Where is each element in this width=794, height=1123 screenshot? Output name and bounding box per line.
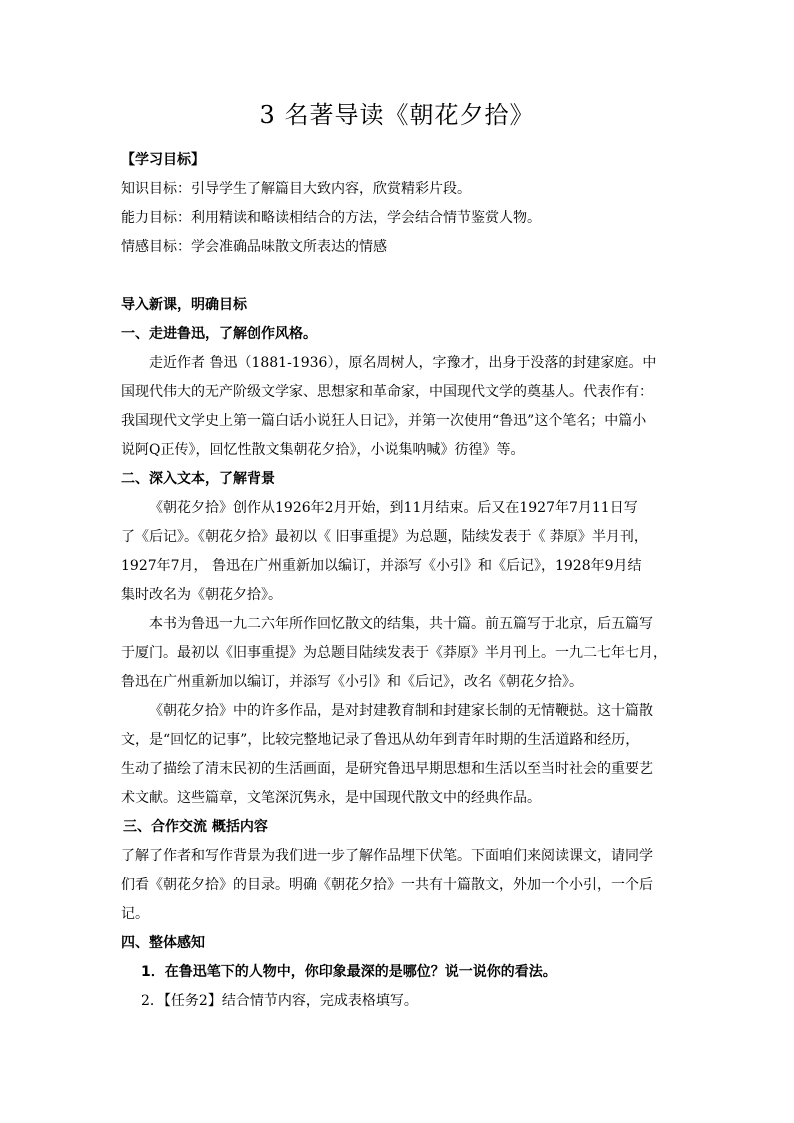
section1-line: 我国现代文学史上第一篇白话小说狂人日记》，并第一次使用“鲁迅”这个笔名；中篇小 [121, 413, 647, 429]
section1-line: 国现代伟大的无产阶级文学家、思想家和革命家，中国现代文学的奠基人。代表作有： [121, 384, 653, 400]
section2-heading: 二、深入文本，了解背景 [121, 471, 275, 487]
section3-line: 记。 [121, 906, 149, 922]
section2-para3-line: 生动了描绘了清末民初的生活画面，是研究鲁迅早期思想和生活以至当时社会的重要艺 [121, 761, 653, 777]
section2-para1-line: 1927年7月， 鲁迅在广州重新加以编订，并添写《小引》和《后记》，1928年9月结 [121, 558, 642, 574]
objectives-heading: 【学习目标】 [121, 152, 205, 168]
objective-ability: 能力目标：利用精读和略读相结合的方法，学会结合情节鉴赏人物。 [121, 210, 541, 226]
section3-line: 了解了作者和写作背景为我们进一步了解作品埋下伏笔。下面咱们来阅读课文，请同学 [121, 848, 653, 864]
section2-para1-line: 《朝花夕拾》创作从1926年2月开始，到11月结束。后又在1927年7月11日写 [149, 500, 638, 516]
section2-para1-line: 了《后记》。《朝花夕拾》最初以《 旧事重提》为总题，陆续发表于《 莽原》半月刊， [121, 529, 648, 545]
section1-heading: 一、走进鲁迅，了解创作风格。 [121, 326, 317, 342]
section2-para2-line: 于厦门。最初以《旧事重提》为总题目陆续发表于《莽原》半月刊上。一九二七年七月， [121, 645, 667, 661]
spacer [121, 262, 677, 291]
intro-heading: 导入新课，明确目标 [121, 297, 247, 313]
section2-para2-line: 鲁迅在广州重新加以编订，并添写《小引》和《后记》，改名《朝花夕拾》。 [121, 674, 583, 690]
section2-para3-line: 文，是“回忆的记事”，比较完整地记录了鲁迅从幼年到青年时期的生活道路和经历， [121, 732, 640, 748]
objective-knowledge: 知识目标：引导学生了解篇目大致内容，欣赏精彩片段。 [121, 181, 471, 197]
section1-line: 走近作者 鲁迅（1881-1936），原名周树人，字豫才，出身于没落的封建家庭。中 [149, 355, 657, 371]
section2-para3-line: 《朝花夕拾》中的许多作品，是对封建教育制和封建家长制的无情鞭挞。这十篇散 [149, 703, 653, 719]
section1-line: 说阿Q正传》，回忆性散文集朝花夕拾》，小说集呐喊》彷徨》等。 [121, 442, 525, 458]
section4-item-2: 2．【任务2】结合情节内容，完成表格填写。 [141, 993, 418, 1009]
section3-line: 们看《朝花夕拾》的目录。明确《朝花夕拾》一共有十篇散文，外加一个小引，一个后 [121, 877, 653, 893]
section2-para1-line: 集时改名为《朝花夕拾》。 [121, 587, 282, 603]
section2-para2-line: 本书为鲁迅一九二六年所作回忆散文的结集，共十篇。前五篇写于北京，后五篇写 [149, 616, 653, 632]
section2-para3-line: 术文献。这些篇章，文笔深沉隽永，是中国现代散文中的经典作品。 [121, 790, 541, 806]
section4-item-1: 1．在鲁迅笔下的人物中，你印象最深的是哪位？说一说你的看法。 [141, 964, 557, 980]
section4-heading: 四、整体感知 [121, 935, 205, 951]
page-title: 3 名著导读《朝花夕拾》 [259, 101, 535, 129]
document-body [121, 146, 677, 1016]
section3-heading: 三、合作交流 概括内容 [123, 819, 268, 835]
objective-emotion: 情感目标：学会准确品味散文所表达的情感 [121, 239, 387, 255]
